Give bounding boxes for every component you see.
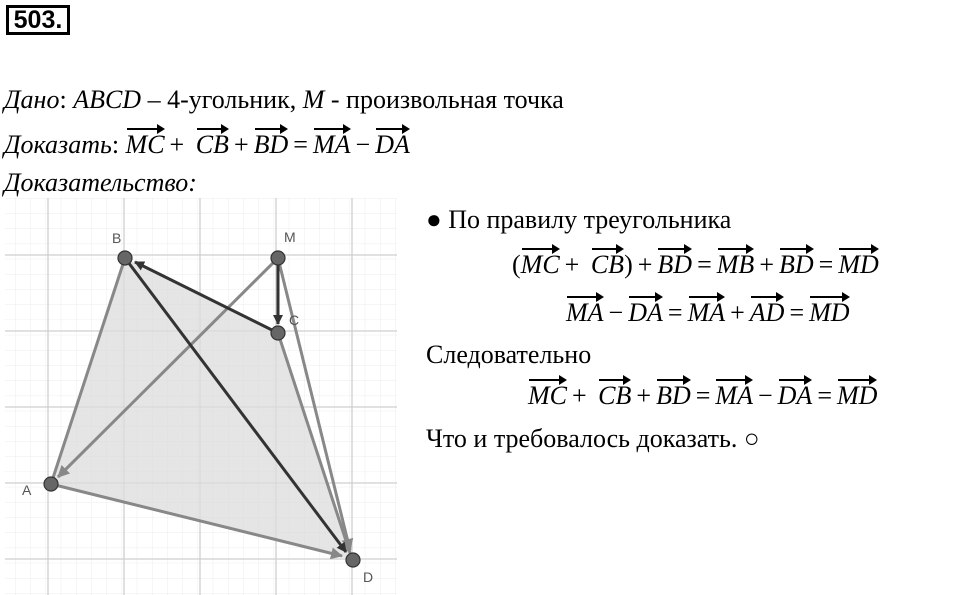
op-eq: = xyxy=(789,298,805,327)
vec-ma: MA xyxy=(715,375,753,411)
proof-line-1 xyxy=(512,244,879,280)
vec-mc: MC xyxy=(521,244,560,280)
given-line: Дано: ABCD – 4-угольник, M - произвольная точка xyxy=(4,85,564,114)
vec-cb: CB xyxy=(598,375,631,411)
vec-ma: MA xyxy=(313,124,351,160)
proof-rule: ● По правилу треугольника xyxy=(426,205,732,234)
paren-close: ) xyxy=(624,250,633,279)
proof-conclusion: Что и требовалось доказать. ○ xyxy=(426,424,760,453)
op-plus: + xyxy=(730,298,745,327)
vec-da: DA xyxy=(375,124,410,160)
point-b xyxy=(118,251,132,265)
label-a: A xyxy=(22,482,32,498)
point-m xyxy=(271,251,285,265)
vec-ma: MA xyxy=(566,292,604,328)
label-b: B xyxy=(112,230,122,246)
prove-label: Доказать xyxy=(4,130,112,159)
given-dash: – xyxy=(147,85,161,114)
op-minus: − xyxy=(355,130,371,159)
op-plus: + xyxy=(637,250,653,279)
vec-ad: AD xyxy=(750,292,785,328)
vec-bd: BD xyxy=(657,244,692,280)
op-eq: = xyxy=(695,381,711,410)
geometry-figure xyxy=(0,198,400,595)
proof-line-3 xyxy=(528,375,877,411)
vec-md: MD xyxy=(809,292,849,328)
proof-line-2 xyxy=(566,292,850,328)
proof-therefore: Следовательно xyxy=(426,340,592,369)
proof-label: Доказательство: xyxy=(4,168,197,197)
label-c: C xyxy=(289,312,300,328)
op-eq: = xyxy=(293,130,308,159)
op-plus: + xyxy=(564,250,580,279)
vec-bd: BD xyxy=(254,124,289,160)
given-point-desc: - произвольная точка xyxy=(330,85,564,114)
point-d xyxy=(346,553,360,567)
point-c xyxy=(271,326,285,340)
label-m: M xyxy=(284,229,296,245)
vec-md: MD xyxy=(837,375,877,411)
op-plus: + xyxy=(572,381,587,410)
given-quad: ABCD xyxy=(73,85,142,114)
vec-cb: CB xyxy=(196,124,229,160)
op-plus: + xyxy=(759,250,774,279)
paren-open: ( xyxy=(512,250,521,279)
point-a xyxy=(44,477,58,491)
given-label: Дано xyxy=(4,85,60,114)
vec-da: DA xyxy=(778,375,813,411)
vec-md: MD xyxy=(838,244,878,280)
problem-number: 503. xyxy=(6,5,70,35)
op-eq: = xyxy=(667,298,683,327)
vec-ma: MA xyxy=(688,292,726,328)
op-eq: = xyxy=(818,250,834,279)
vec-mc: MC xyxy=(528,375,567,411)
op-minus: − xyxy=(608,298,624,327)
op-plus: + xyxy=(169,130,185,159)
op-eq: = xyxy=(697,250,712,279)
given-quad-word: 4-угольник, xyxy=(167,85,297,114)
prove-line: Доказать: MC + CB + BD = MA − DA xyxy=(4,124,410,160)
vec-cb: CB xyxy=(591,244,624,280)
op-minus: − xyxy=(757,381,773,410)
vec-bd: BD xyxy=(779,244,814,280)
op-plus: + xyxy=(233,130,249,159)
op-eq: = xyxy=(817,381,832,410)
vec-mb: MB xyxy=(717,244,755,280)
vec-bd: BD xyxy=(656,375,691,411)
vec-mc: MC xyxy=(126,124,165,160)
op-plus: + xyxy=(636,381,652,410)
label-d: D xyxy=(363,569,374,585)
vec-da: DA xyxy=(628,292,663,328)
given-point: M xyxy=(302,85,325,114)
